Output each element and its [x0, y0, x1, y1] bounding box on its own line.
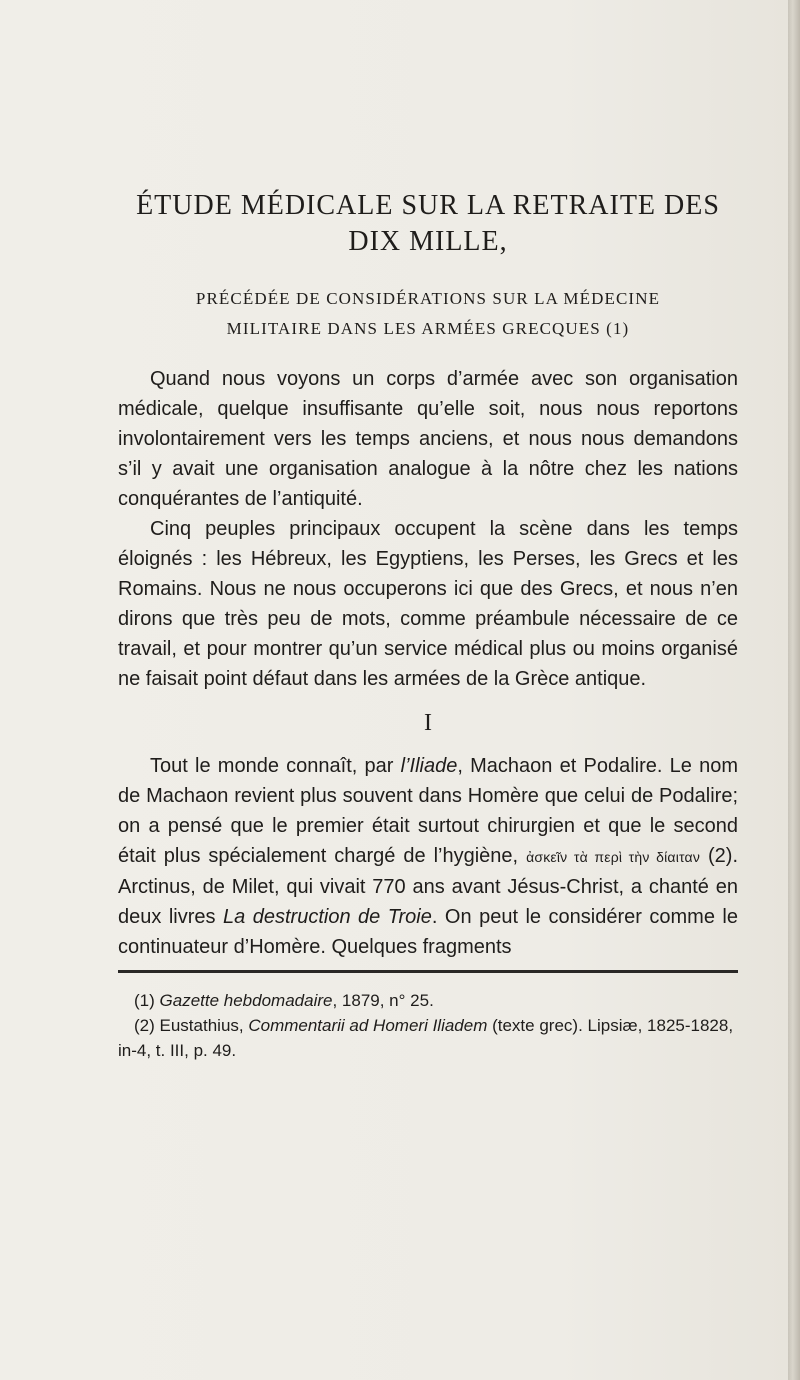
footnote-2-number: (2): [134, 1016, 155, 1035]
subtitle-line-1: PRÉCÉDÉE DE CONSIDÉRATIONS SUR LA MÉDECINE: [195, 289, 661, 308]
paragraph-2: Cinq peuples principaux occupent la scène dans les temps éloignés : les Hébreux, les Egyptiens, les Perses, les Grecs et les Romains. Nous ne nous occuperons ici que des Grecs, et nous n’en dirons que très peu de mots, comme préambule nécessaire de ce travail, et pour montrer qu’un service médical plus ou moins organisé ne faisait point défaut dans les armées de la Grèce antique.: [118, 518, 738, 690]
book-title: La destruction de Troie: [223, 906, 432, 928]
footnote-1: [118, 988, 738, 1013]
footnote-2-author: Eustathius,: [159, 1016, 249, 1035]
page-subtitle: [118, 284, 738, 344]
section-number: I: [424, 710, 432, 736]
page-edge: [788, 0, 800, 1380]
footnotes: [118, 988, 738, 1063]
footnote-1-rest: , 1879, n° 25.: [332, 991, 434, 1010]
footnote-divider: [118, 970, 738, 973]
paragraph-1: Quand nous voyons un corps d’armée avec son organisation médicale, quelque insuffisante qu’elle soit, nous nous reportons involontairement vers les temps anciens, et nous nous demandons s’il y avait une organisation analogue à la nôtre chez les nations conquérantes de l’antiquité.: [118, 368, 738, 510]
footnote-2-rest: (texte grec). Lipsiæ, 1825-1828, in-4, t. III, p. 49.: [118, 1016, 734, 1060]
paragraph-3-part-1: Tout le monde connaît, par: [150, 755, 401, 777]
title-line-2: DIX MILLE,: [348, 226, 508, 257]
page-title: [118, 188, 738, 260]
footnote-2: [118, 1013, 738, 1063]
paragraph-3-part-2: , Machaon et Podalire. Le nom de Machaon revient plus souvent dans Homère que celui de Podalire; on a pensé que le premier était surtout chirurgien et que le second était plus spécialement chargé de l’hygiène,: [118, 755, 738, 867]
page-content: [118, 188, 738, 1063]
paragraph-3-part-4: . On peut le considérer comme le continuateur d’Homère. Quelques fragments: [118, 906, 739, 958]
subtitle-line-2: MILITAIRE DANS LES ARMÉES GRECQUES (1): [226, 319, 630, 338]
footnote-1-title: Gazette hebdomadaire: [159, 991, 333, 1010]
greek-quote: ἀσκεῖν τὰ περὶ τὴν δίαιταν: [526, 849, 701, 865]
paragraph-3: [118, 751, 738, 962]
footnote-1-number: (1): [134, 991, 155, 1010]
title-line-1: ÉTUDE MÉDICALE SUR LA RETRAITE DES: [136, 190, 720, 221]
footnote-2-title: Commentarii ad Homeri Iliadem: [248, 1016, 488, 1035]
paragraph-3-part-3: (2). Arctinus, de Milet, qui vivait 770 ans avant Jésus-Christ, a chanté en deux livres: [118, 845, 739, 928]
iliade-title: l’Iliade: [400, 755, 458, 777]
body-text: [118, 364, 738, 962]
